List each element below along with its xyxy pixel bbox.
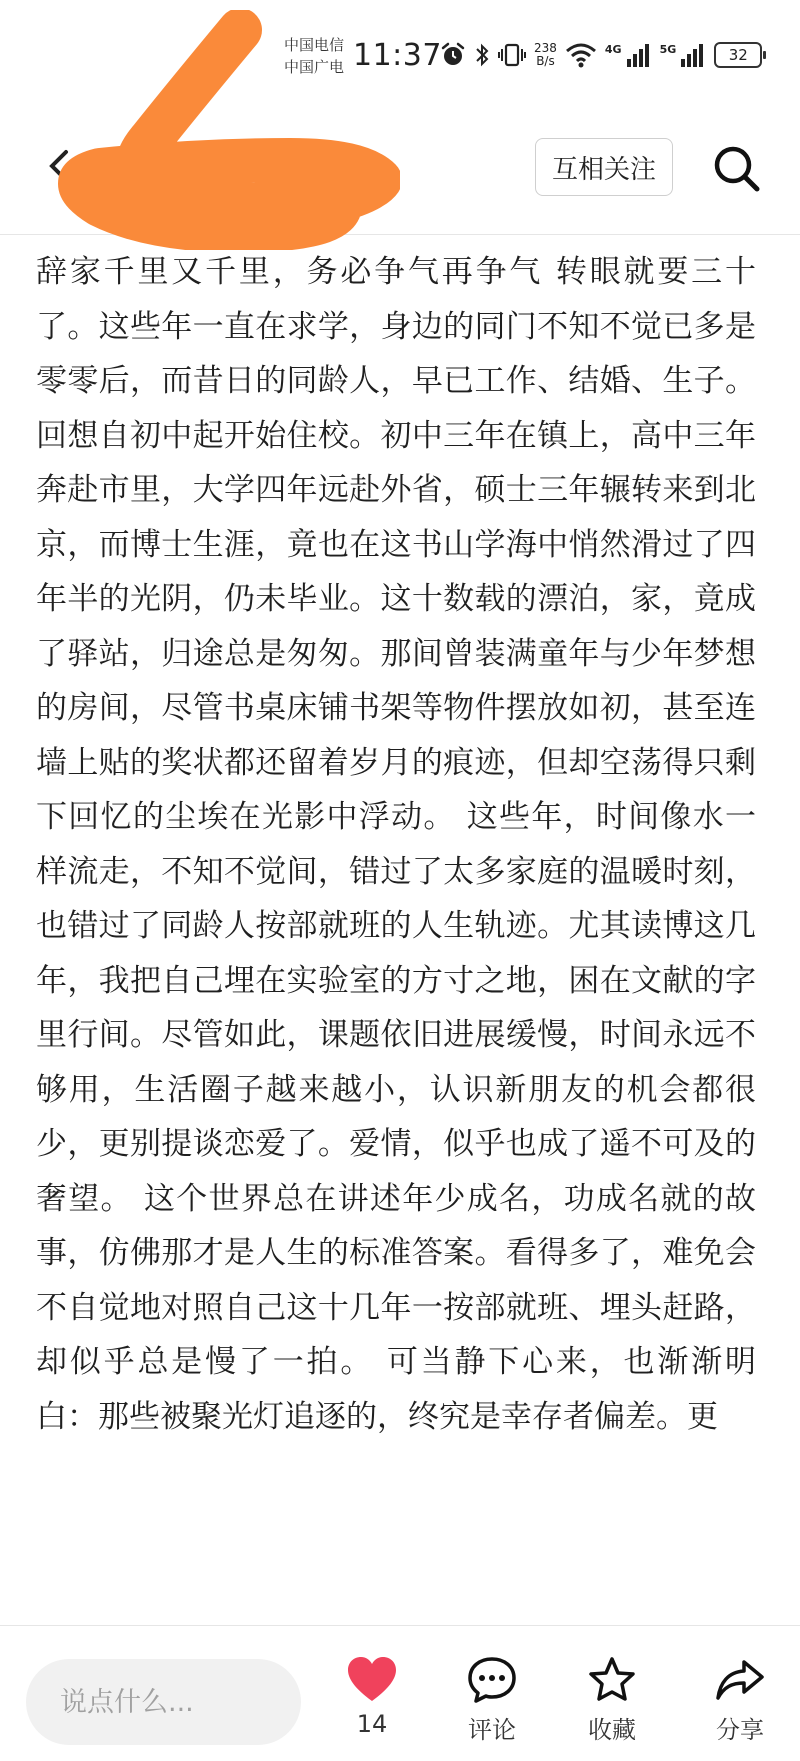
carrier-1: 中国电信 <box>284 36 345 54</box>
carrier-2: 中国广电 <box>284 58 345 76</box>
bluetooth-icon <box>474 42 490 68</box>
article-body: 辞家千里又千里，务必争气再争气 转眼就要三十了。这些年一直在求学，身边的同门不知不觉已多是零零后，而昔日的同龄人，早已工作、结婚、生子。 回想自初中起开始住校。初中三年在镇上，高中三年奔赴市里，大学四年远赴外省，硕士三年辗转来到北京，而博士生涯，竟也在这书山学海中悄然滑过了四年半的光阴，仍未毕业。这十数载的漂泊，家，竟成了驿站，归途总是匆匆。那间曾装满童年与少年梦想的房间，尽管书桌床铺书架等物件摆放如初，甚至连墙上贴的奖状都还留着岁月的痕迹，但却空荡得只剩下回忆的尘埃在光影中浮动。 这些年，时间像水一样流走，不知不觉间，错过了太多家庭的温暖时刻，也错过了同龄人按部就班的人生轨迹。尤其读博这几年，我把自己埋在实验室的方寸之地，困在文献的字里行间。尽管如此，课题依旧进展缓慢，时间永远不够用，生活圈子越来越小，认识新朋友的机会都很少，更别提谈恋爱了。爱情，似乎也成了遥不可及的奢望。 这个世界总在讲述年少成名，功成名就的故事，仿佛那才是人生的标准答案。看得多了，难免会不自觉地对照自己这十几年一按部就班、埋头赶路，却似乎总是慢了一拍。 可当静下心来，也渐渐明白：那些被聚光灯追逐的，终究是幸存者偏差。更 <box>36 254 756 1435</box>
share-label: 分享 <box>716 1716 764 1744</box>
favorite-button[interactable] <box>567 1656 657 1745</box>
follow-button[interactable]: 互相关注 <box>535 138 673 196</box>
signal-1-label: 4G <box>604 42 622 56</box>
top-nav-bar <box>0 110 800 235</box>
status-icons <box>440 42 762 68</box>
clock: 11:37 <box>353 38 442 73</box>
comment-label: 评论 <box>468 1716 516 1744</box>
redaction-scribble <box>40 10 400 250</box>
star-icon <box>586 1656 638 1704</box>
bottom-action-bar <box>0 1625 800 1761</box>
like-count: 14 <box>356 1710 388 1738</box>
share-icon <box>714 1656 766 1704</box>
search-icon[interactable] <box>712 144 762 194</box>
net-speed: 238 B/s <box>534 41 557 68</box>
heart-icon <box>346 1656 398 1704</box>
vibrate-icon <box>498 42 526 68</box>
comment-icon <box>466 1656 518 1704</box>
favorite-label: 收藏 <box>588 1716 636 1744</box>
comment-input[interactable] <box>26 1659 301 1745</box>
alarm-icon <box>440 42 466 68</box>
signal-2-label: 5G <box>659 42 677 56</box>
signal-icon <box>680 43 706 67</box>
wifi-icon <box>565 42 597 68</box>
like-button[interactable] <box>327 1656 417 1738</box>
battery-icon: 32 <box>714 42 762 68</box>
signal-icon <box>626 43 652 67</box>
share-button[interactable] <box>695 1656 785 1745</box>
comment-button[interactable] <box>447 1656 537 1745</box>
